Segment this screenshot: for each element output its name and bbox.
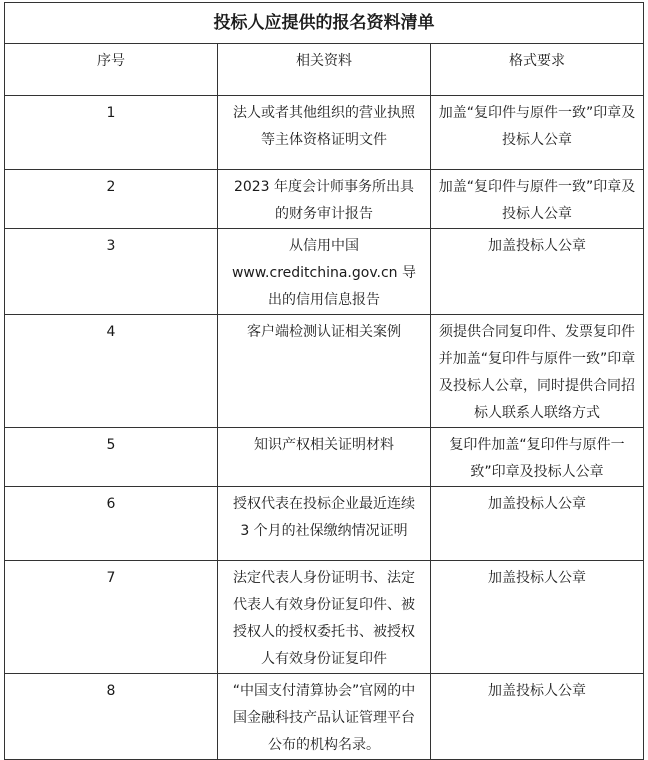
table-row <box>5 96 644 170</box>
row-number: 2 <box>5 170 218 229</box>
table-row <box>5 229 644 315</box>
table-row <box>5 170 644 229</box>
row-number: 7 <box>5 561 218 674</box>
row-material: 客户端检测认证相关案例 <box>218 315 431 428</box>
row-number: 4 <box>5 315 218 428</box>
row-number: 1 <box>5 96 218 170</box>
row-format: 复印件加盖“复印件与原件一致”印章及投标人公章 <box>431 428 644 487</box>
registration-materials-table <box>4 2 644 760</box>
row-number: 8 <box>5 674 218 760</box>
row-material: 授权代表在投标企业最近连续 3 个月的社保缴纳情况证明 <box>218 487 431 561</box>
header-format: 格式要求 <box>431 44 644 96</box>
table-row <box>5 561 644 674</box>
row-number: 3 <box>5 229 218 315</box>
row-number: 6 <box>5 487 218 561</box>
row-material: “中国支付清算协会”官网的中国金融科技产品认证管理平台公布的机构名录。 <box>218 674 431 760</box>
row-format: 须提供合同复印件、发票复印件并加盖“复印件与原件一致”印章及投标人公章，同时提供合同招标人联系人联络方式 <box>431 315 644 428</box>
row-material: 法定代表人身份证明书、法定代表人有效身份证复印件、被授权人的授权委托书、被授权人有效身份证复印件 <box>218 561 431 674</box>
header-material: 相关资料 <box>218 44 431 96</box>
row-material: 知识产权相关证明材料 <box>218 428 431 487</box>
table-row <box>5 428 644 487</box>
table-row <box>5 674 644 760</box>
table-title: 投标人应提供的报名资料清单 <box>5 3 644 44</box>
row-format: 加盖投标人公章 <box>431 674 644 760</box>
table-row <box>5 487 644 561</box>
row-material: 2023 年度会计师事务所出具的财务审计报告 <box>218 170 431 229</box>
row-format: 加盖“复印件与原件一致”印章及投标人公章 <box>431 170 644 229</box>
table-row <box>5 315 644 428</box>
row-number: 5 <box>5 428 218 487</box>
row-format: 加盖投标人公章 <box>431 561 644 674</box>
row-material: 从信用中国 www.creditchina.gov.cn 导出的信用信息报告 <box>218 229 431 315</box>
row-material: 法人或者其他组织的营业执照等主体资格证明文件 <box>218 96 431 170</box>
row-format: 加盖投标人公章 <box>431 487 644 561</box>
row-format: 加盖投标人公章 <box>431 229 644 315</box>
header-no: 序号 <box>5 44 218 96</box>
row-format: 加盖“复印件与原件一致”印章及投标人公章 <box>431 96 644 170</box>
